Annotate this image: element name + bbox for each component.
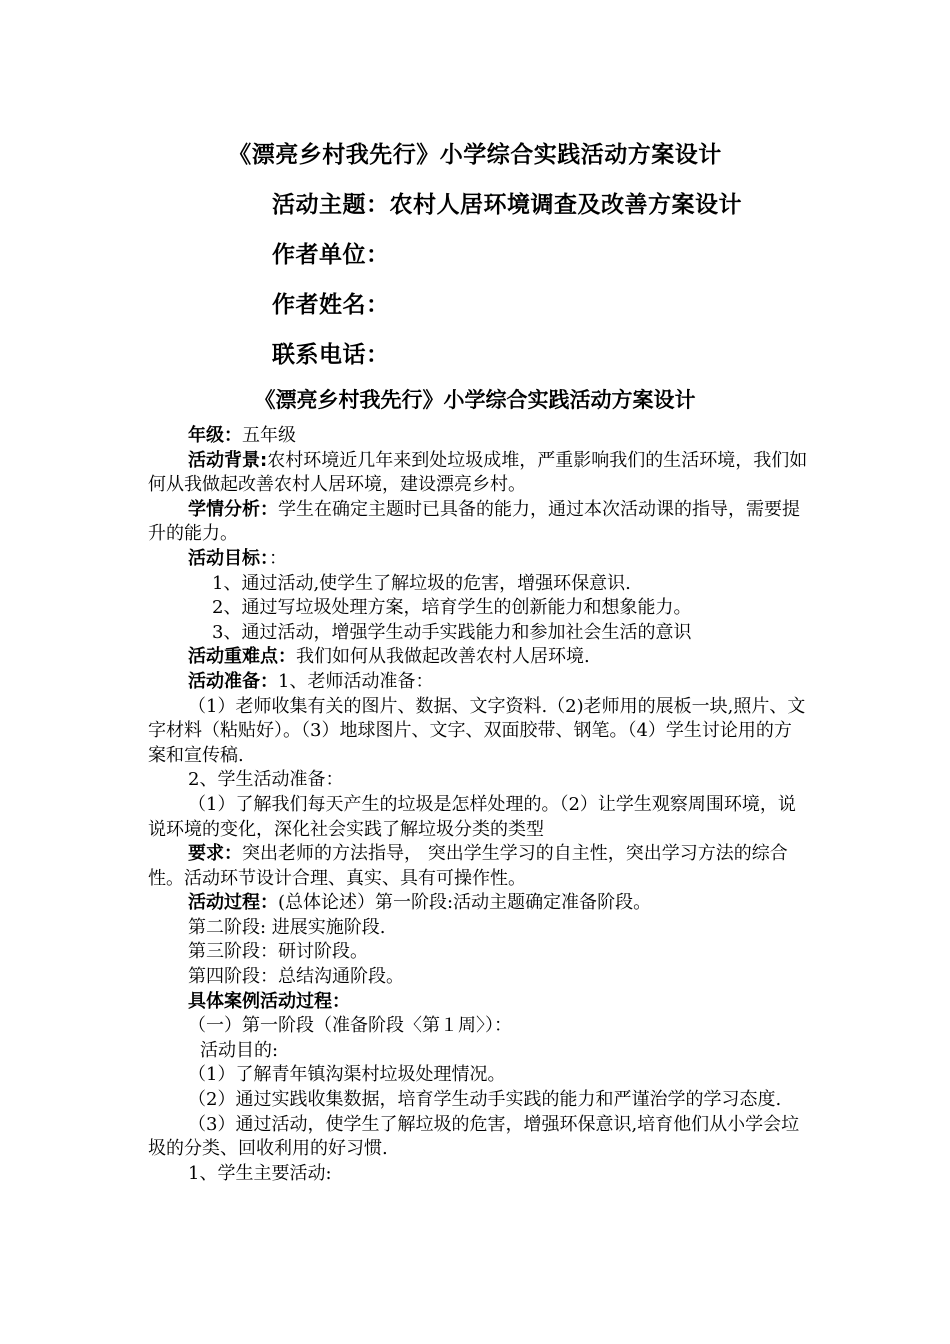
- key-label: 活动重难点：: [188, 646, 296, 668]
- prep-text: 1、老师活动准备：: [278, 670, 434, 692]
- prep-teacher-paragraph: （1）老师收集有关的图片、数据、文字资料.（2)老师用的展板一块,照片、文字材料（粘贴好）。（3）地球图片、文字、双面胶带、钢笔。（4）学生讨论用的方案和宣传稿.: [148, 695, 806, 766]
- analysis-paragraph: [148, 498, 808, 547]
- background-text: 农村环境近几年来到处垃圾成堆，严重影响我们的生活环境，我们如何从我做起改善农村人居环境，建设漂亮乡村。: [148, 449, 808, 496]
- process-label: 活动过程：: [188, 892, 278, 914]
- prep-student-title: 2、学生活动准备：: [188, 769, 344, 791]
- key-text: 我们如何从我做起改善农村人居环境.: [296, 646, 590, 668]
- cover-theme: 活动主题：农村人居环境调查及改善方案设计: [272, 192, 742, 218]
- student-main-activity: 1、学生主要活动:: [188, 1162, 332, 1184]
- cover-phone: 联系电话：: [272, 342, 390, 368]
- stage-2: 第二阶段: 进展实施阶段.: [188, 916, 386, 938]
- document-title: 《漂亮乡村我先行》小学综合实践活动方案设计: [254, 388, 696, 412]
- prep-student-paragraph: （1）了解我们每天产生的垃圾是怎样处理的。（2）让学生观察周围环境，说说环境的变化，深化社会实践了解垃圾分类的类型: [148, 793, 796, 840]
- grade-text: 五年级: [242, 425, 296, 446]
- grade-paragraph: [148, 424, 808, 449]
- goal-suffix: ：: [269, 547, 287, 569]
- purpose-item-3: （3）通过活动，使学生了解垃圾的危害，增强环保意识,培育他们从小学会垃圾的分类、回收利用的好习惯.: [148, 1113, 800, 1160]
- prep-paragraph: [148, 670, 808, 695]
- prep-label: 活动准备：: [188, 670, 278, 692]
- analysis-label: 学情分析：: [188, 498, 278, 520]
- goal-item-1: 1、通过活动,使学生了解垃圾的危害，增强环保意识.: [212, 572, 631, 594]
- goal-label: 活动目标：: [188, 547, 269, 569]
- goal-item-3: 3、通过活动，增强学生动手实践能力和参加社会生活的意识: [212, 621, 692, 643]
- stage-4: 第四阶段：总结沟通阶段。: [188, 966, 404, 988]
- requirement-text: 突出老师的方法指导， 突出学生学习的自主性，突出学习方法的综合性。活动环节设计合理、真实、具有可操作性。: [148, 843, 788, 889]
- document-body: [148, 424, 808, 1186]
- purpose-heading: 活动目的:: [200, 1039, 279, 1061]
- key-paragraph: [148, 645, 808, 670]
- case-heading: [148, 990, 808, 1015]
- case-label: 具体案例活动过程：: [188, 990, 350, 1012]
- cover-author-unit: 作者单位：: [272, 242, 390, 268]
- grade-label: 年级：: [188, 425, 242, 446]
- stage-3: 第三阶段：研讨阶段。: [188, 941, 368, 963]
- purpose-item-1: （1）了解青年镇沟渠村垃圾处理情况。: [188, 1064, 506, 1086]
- goal-heading: [148, 547, 808, 572]
- cover-title: 《漂亮乡村我先行》小学综合实践活动方案设计: [228, 142, 722, 168]
- process-paragraph: [148, 891, 808, 916]
- background-paragraph: [148, 449, 808, 498]
- requirement-paragraph: [148, 842, 808, 891]
- purpose-item-2: （2）通过实践收集数据，培育学生动手实践的能力和严谨治学的学习态度.: [188, 1089, 782, 1111]
- requirement-label: 要求：: [188, 843, 242, 865]
- background-label: 活动背景:: [188, 449, 268, 471]
- goal-item-2: 2、通过写垃圾处理方案，培育学生的创新能力和想象能力。: [212, 597, 692, 619]
- cover-author-name: 作者姓名：: [272, 292, 390, 318]
- phase-1-heading: （一）第一阶段（准备阶段〈第１周〉）：: [188, 1015, 512, 1037]
- process-text: (总体论述）第一阶段:活动主题确定准备阶段。: [278, 892, 652, 914]
- analysis-text: 学生在确定主题时已具备的能力，通过本次活动课的指导，需要提升的能力。: [148, 498, 800, 545]
